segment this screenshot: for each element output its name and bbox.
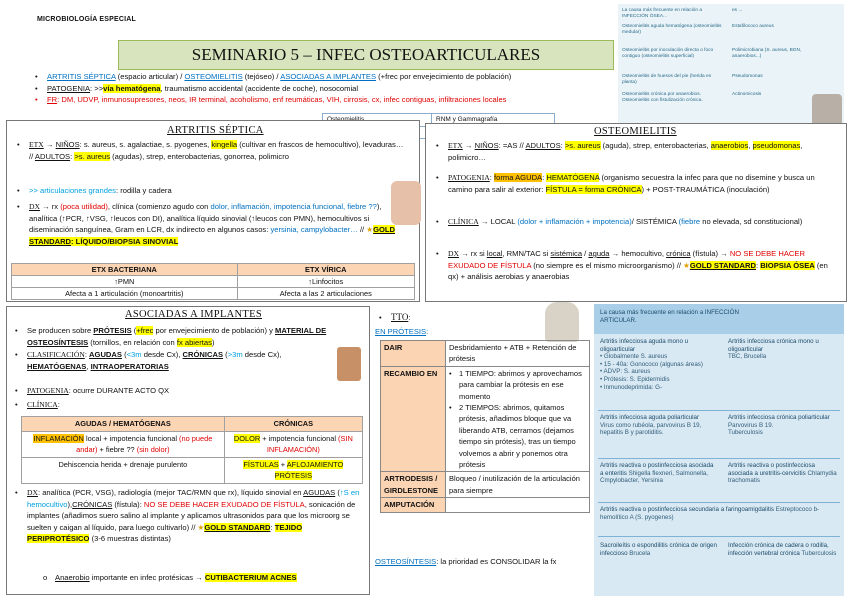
prosthesis-image xyxy=(337,347,361,381)
table-row: RNM y Gammagrafía xyxy=(323,114,554,127)
intro-line-2: • PATOGENIA: >>vía hematógena, traumatismo accidental (accidente de coche), nosocomial xyxy=(35,83,359,93)
table-row: ARTRODESIS / GIRDLESTONE Bloqueo / inutilización de la articulación para siempre xyxy=(381,472,590,498)
implant-clasificacion: • CLASIFICACIÓN: AGUDAS (<3m desde Cx), CRÓNICAS (>3m desde Cx), HEMATÓGENAS, INTRAOPERATORIAS xyxy=(15,350,282,371)
articular-infection-causes-image xyxy=(594,304,844,596)
infection-cell: Artritis infecciosa aguda mono u oligoarticular • Globalmente S. aureus • 15 - 40a: Gonococo (algunas áreas) • ADVP: S. aureus • Prótesis: S. Epidermidis • Inmunodeprimida: G- xyxy=(600,338,703,391)
implant-dx: • DX: analítica (PCR, VSG), radiología (mejor TAC/RMN que rx), líquido sinovial en AGUDAS (↑S en hemocultivo),CRÓNICAS (fístula): NO SE DEBE HACER EXUDADO DE FÍSTULA, sonicación de implantes (añadimos suero salino al implante y aplicamos ultrasonidos para que los microorg se suelten y caigan al líquido, para luego cultivarlo) // ★GOLD STANDARD: TEJIDO PERIPROTÉSICO (3-6 muestras distintas) xyxy=(15,488,360,543)
osteo-dx: • DX → rx si local, RMN/TAC si sistémica / aguda → hemocultivo, crónica (fístula) → NO SE DEBE HACER EXUDADO DE FÍSTULA (no siempre es el mismo microorganismo) // ★GOLD STANDARD: BIOPSIA ÓSEA (en qx) + análisis aerobias y anaerobias xyxy=(436,249,828,281)
artritis-etx-table xyxy=(11,263,415,300)
artritis-septica-section xyxy=(6,120,420,302)
img-top-row: Osteomielitis crónica por anaerobios. Osteomielitis con fistulización crónica. Actinomicosis xyxy=(622,92,762,103)
divider xyxy=(598,410,840,411)
img-top-row: Osteomielitis por inoculación directa o foco contiguo (osteomielitis superficial) Polimicrobiana (S. aureus, BGN, anaerobios...) xyxy=(622,48,802,59)
section-title: ASOCIADAS A IMPLANTES xyxy=(125,309,262,320)
infection-cell: Artritis infecciosa crónica poliarticular Parvovirus B 19. Tuberculosis xyxy=(728,414,830,437)
infection-cell: Sacroileítis o espondilitis crónica de origen infeccioso Brucela xyxy=(600,542,717,557)
hip-prosthesis-image xyxy=(545,302,579,342)
osteosintesis-note: OSTEOSÍNTESIS: la prioridad es CONSOLIDAR la fx xyxy=(375,557,557,566)
implant-intro: • Se producen sobre PRÓTESIS (+frec por envejecimiento de población) y MATERIAL DE OSTEOSÍNTESIS (tornillos, en relación con fx abiertas) xyxy=(15,326,327,347)
divider xyxy=(598,502,840,503)
img-top-header: La causa más frecuente en relación a INFECCIÓN ÓSEA... es ... xyxy=(622,8,743,19)
infection-cell: Artritis infecciosa aguda poliarticular Virus como rubéola, parvovirus B 19, hepatitis B y parotiditis. xyxy=(600,414,702,437)
img-top-row: Osteomielitis de huesos del pie (herida en planta) Pseudomonas xyxy=(622,74,763,85)
intro-line-1: • ARTRITIS SÉPTICA (espacio articular) / OSTEOMIELITIS (tejóseo) / ASOCIADAS A IMPLANTES (+frec por envejecimiento de población) xyxy=(35,72,512,81)
table-row: AGUDAS / HEMATÓGENAS CRÓNICAS xyxy=(22,417,363,432)
implant-anaerobio: o Anaerobio importante en infec protésicas → CUTIBACTERIUM ACNES xyxy=(43,573,297,582)
table-row: Afecta a 1 articulación (monoartritis) Afecta a las 2 articulaciones xyxy=(12,288,415,300)
infection-cell: Artritis reactiva o postinfecciosa asociada a enteritis Shigella flexneri, Salmonella, Cmpylobacter, Yersinia xyxy=(600,462,714,485)
intro-bullets xyxy=(35,71,610,106)
section-title: OSTEOMIELITIS xyxy=(594,126,677,137)
osteomielitis-section xyxy=(425,123,847,302)
implantes-section xyxy=(6,306,370,595)
implant-clinica-table xyxy=(21,416,363,484)
table-row: ↑PMN ↑Linfocitos xyxy=(12,276,415,288)
infection-cell: Artritis reactiva o postinfecciosa asociada a uretritis-cervicitis Chlamydia trachomatis xyxy=(728,462,837,485)
infection-cell: Artritis infecciosa crónica mono u oligoarticular TBC, Brucella xyxy=(728,338,819,361)
infection-cell: Artritis reactiva o postinfecciosa secundaria a faringoamigdalitis Estreptococo b-hemolítico A (S. pyogenes) xyxy=(600,506,820,521)
section-title: ARTRITIS SÉPTICA xyxy=(167,125,264,136)
knee-image xyxy=(391,181,421,225)
table-row: RECAMBIO EN • 1 TIEMPO: abrimos y aprovechamos para cambiar la prótesis en ese momento • 2 TIEMPOS: abrimos, quitamos prótesis, añadimos bloque que va liberando ATB, cerramos (dejamos tiempo sin prótesis), tras un tiempo volvemos a abrir y ponemos otra prótesis xyxy=(381,366,590,472)
implant-clinica: • CLÍNICA: xyxy=(15,400,60,409)
table-row: Dehiscencia herida + drenaje purulento FÍSTULAS + AFLOJAMIENTO PRÓTESIS xyxy=(22,457,363,483)
img-top-row: Osteomielitis aguda hematógena (osteomielitis medular) Estafilococo aureus xyxy=(622,24,774,35)
page-title: SEMINARIO 5 – INFEC OSTEOARTICULARES xyxy=(118,40,614,70)
osteo-patogenia: • PATOGENIA: forma AGUDA: HEMATÓGENA (organismo secuestra la infec para que no diseminе y busca un camino para salir al exterior: FÍSTULA = forma CRÓNICA) + POST-TRAUMÁTICA (inoculación) xyxy=(436,173,815,194)
table-row: AMPUTACIÓN xyxy=(381,498,590,512)
tto-title: • TTO: xyxy=(379,312,411,322)
artritis-dx: • DX → rx (poca utilidad), clínica (comienzo agudo con dolor, inflamación, impotencia funcional, fiebre ??), analítica (↑PCR, ↑VSG, ↑leucos con DI), analítica líquido sinovial (↑leucos con PMN), hemocultivos si diseminación sanguínea, Gram en LCR, dx indirecto en algunos casos: yersinia, campylobacter… // ★GOLD STANDARD: LÍQUIDO/BIOPSIA SINOVIAL xyxy=(17,202,396,246)
osteomyelitis-causes-image xyxy=(618,4,844,142)
star-icon: ★ xyxy=(366,225,374,234)
osteo-etx: • ETX → NIÑOS: =AS // ADULTOS: >s. aureus (aguda), strep, enterobacterias, anaerobios, pseudomonas, polimicro… xyxy=(436,141,803,162)
artritis-etx: • ETX → NIÑOS: s. aureus, s. agalactiae, s. pyogenes, kingella (cultivar en frascos de hemocultivo), levaduras… // ADULTOS: >s. aureus (agudas), strep, enterobacterias, gonorrea, polimicro xyxy=(17,140,404,161)
table-row: INFLAMACIÓN local + impotencia funcional (no puede andar) + fiebre ?? (sin dolor) DOLOR + impotencia funcional (SIN INFLAMACIÓN) xyxy=(22,431,363,457)
divider xyxy=(598,458,840,459)
intro-line-3: • FR: DM, UDVP, inmunosupresores, neos, IR terminal, acoholismo, enf reumáticas, VIH, cirrosis, cx, infec contiguas, infiltraciones locales xyxy=(35,95,507,104)
divider xyxy=(598,536,840,537)
img-bottom-header: La causa más frecuente en relación a INFECCIÓN ARTICULAR. xyxy=(600,309,739,324)
table-row: DAIR Desbridamiento + ATB + Retención de prótesis xyxy=(381,341,590,367)
tto-table xyxy=(380,340,590,513)
osteo-clinica: • CLÍNICA → LOCAL (dolor + inflamación + impotencia)/ SISTÉMICA (fiebre no elevada, sd constitucional) xyxy=(436,217,803,226)
table-row: ETX BACTERIANA ETX VÍRICA xyxy=(12,264,415,276)
header-label: MICROBIOLOGÍA ESPECIAL xyxy=(37,16,137,23)
star-icon: ★ xyxy=(197,522,205,532)
en-protesis-label: EN PRÓTESIS: xyxy=(375,327,429,336)
implant-patogenia: • PATOGENIA: ocurre DURANTE ACTO QX xyxy=(15,386,170,395)
star-icon: ★ xyxy=(683,260,690,270)
artritis-grandes: • >> articulaciones grandes: rodilla y cadera xyxy=(17,186,172,195)
infection-cell: Infección crónica de cadera o rodilla, infección vertebral crónica Tuberculosis xyxy=(728,542,837,557)
